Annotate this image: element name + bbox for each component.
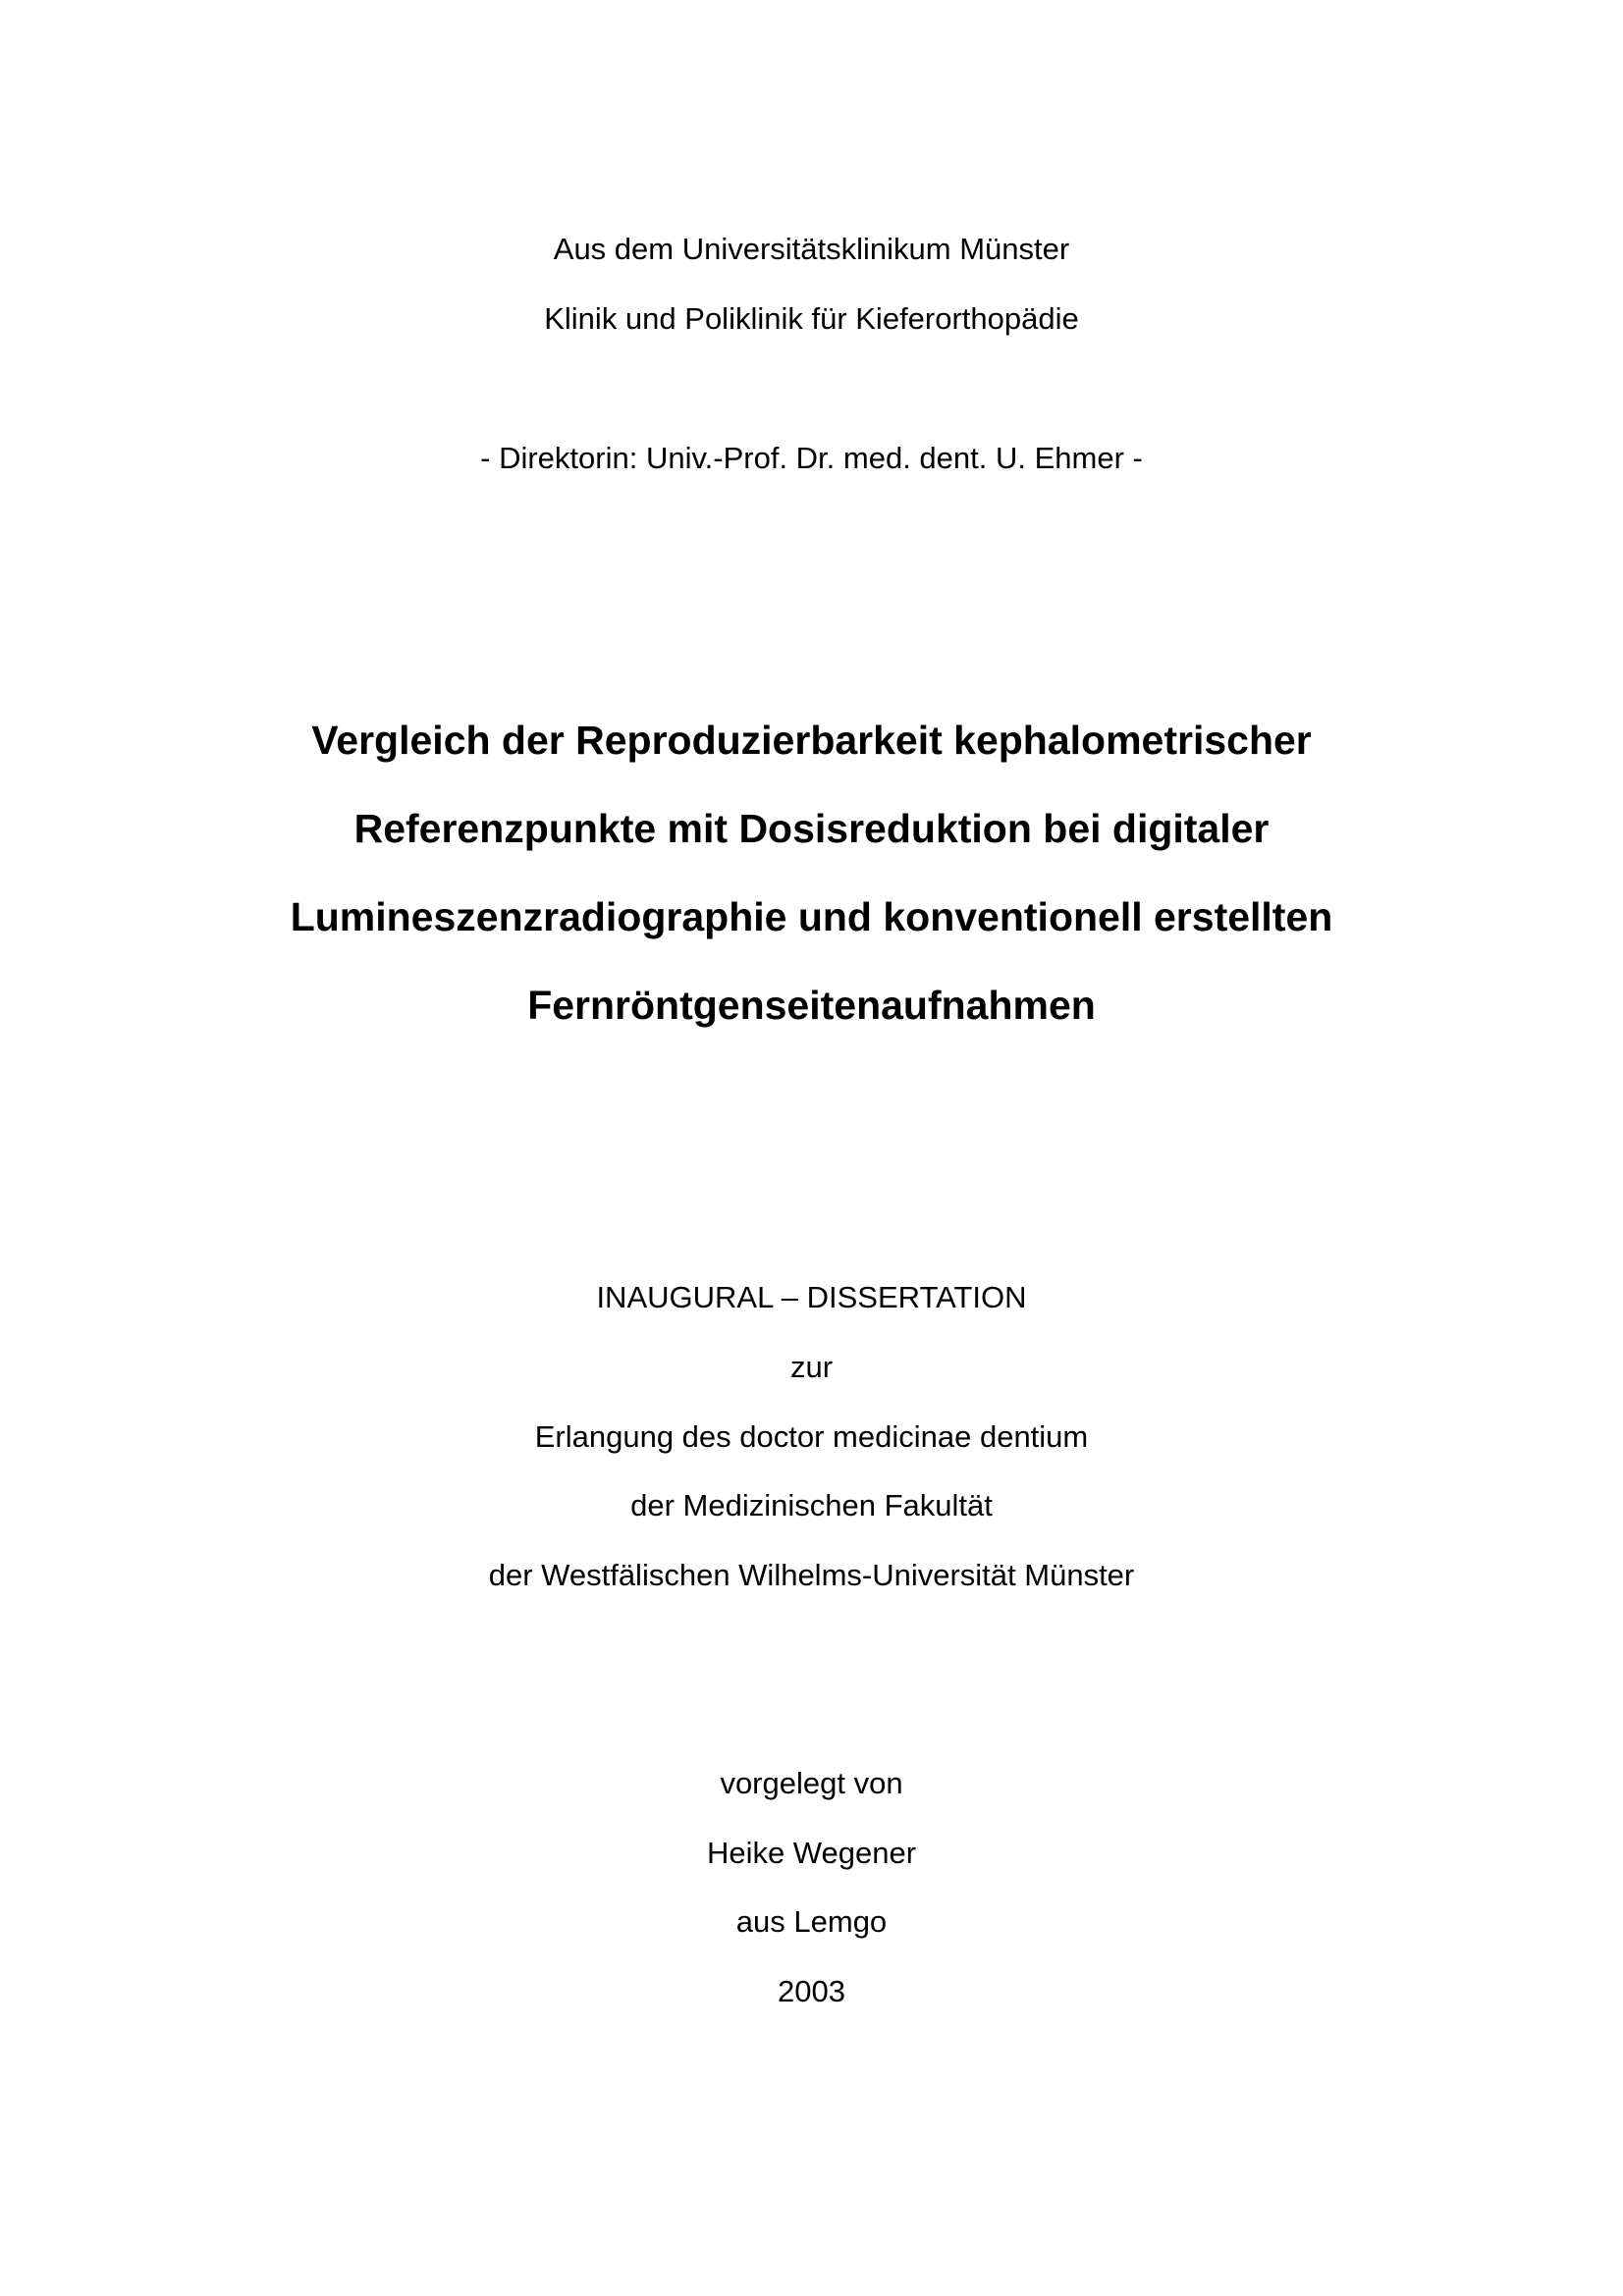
title-line-4: Fernröntgenseitenaufnahmen [527,983,1096,1028]
clinic-line: Klinik und Poliklinik für Kieferorthopädie [544,301,1079,336]
presented-by-line: vorgelegt von [720,1766,903,1800]
title-line-2: Referenzpunkte mit Dosisreduktion bei digitaler [353,806,1270,851]
title-line-3: Lumineszenzradiographie und konventionell erstellten [290,894,1333,939]
dissertation-university: der Westfälischen Wilhelms-Universität Münster [488,1558,1135,1592]
institution-line: Aus dem Universitätsklinikum Münster [553,232,1070,266]
dissertation-zur: zur [789,1350,834,1384]
year-line: 2003 [778,1974,845,2008]
dissertation-faculty: der Medizinischen Fakultät [630,1488,993,1522]
dissertation-purpose: Erlangung des doctor medicinae dentium [534,1419,1089,1454]
title-line-1: Vergleich der Reproduzierbarkeit kephalometrischer [311,718,1312,763]
director-line: - Direktorin: Univ.-Prof. Dr. med. dent. U. Ehmer - [480,441,1143,475]
author-origin: aus Lemgo [735,1904,888,1939]
dissertation-type: INAUGURAL – DISSERTATION [596,1280,1027,1314]
author-name: Heike Wegener [706,1836,917,1870]
